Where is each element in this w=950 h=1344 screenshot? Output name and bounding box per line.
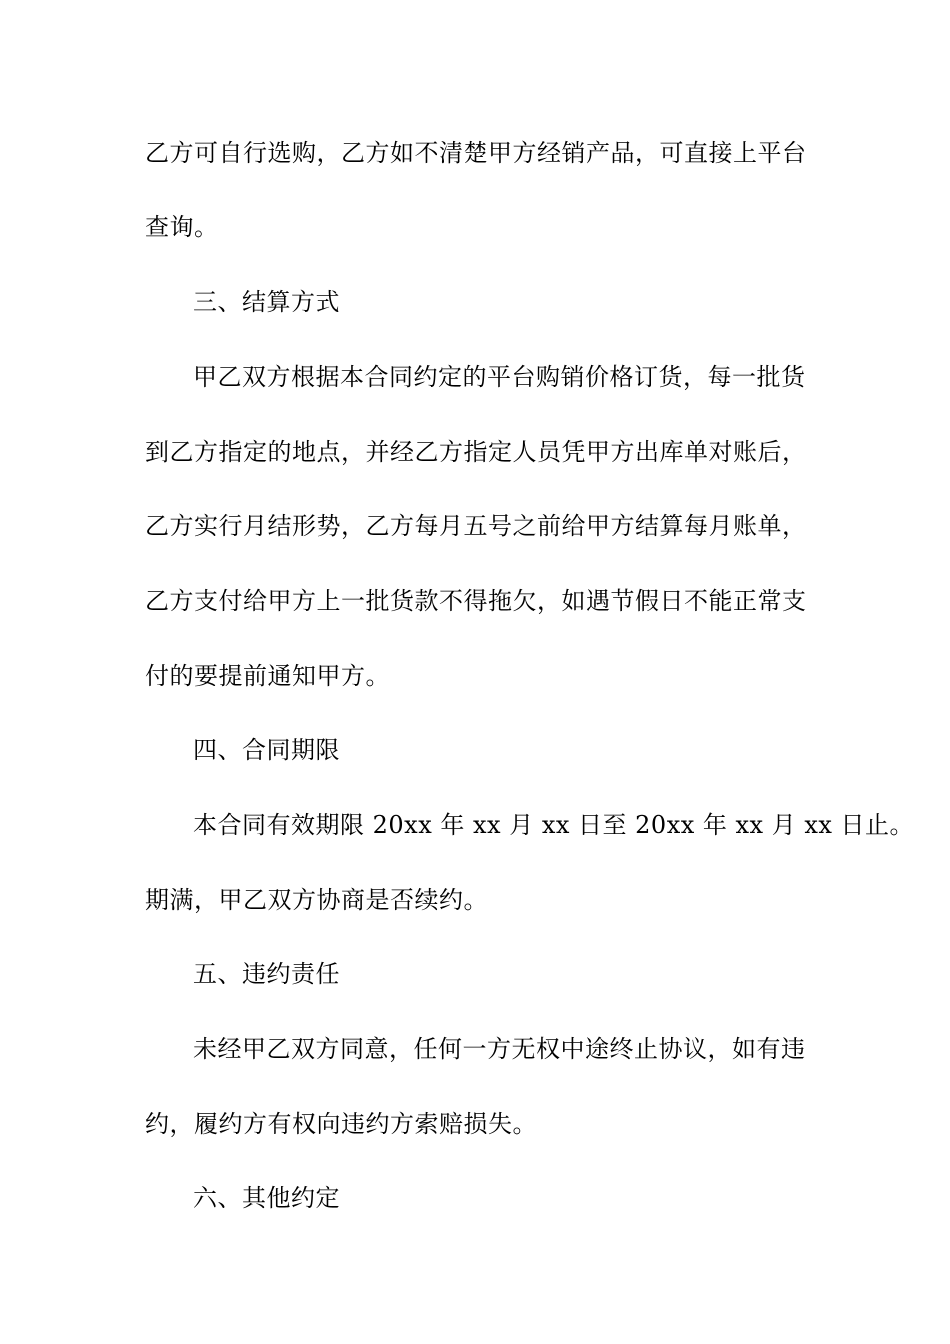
section-heading-other-terms: 六、其他约定 xyxy=(193,1184,340,1212)
body-line: 查询。 xyxy=(145,213,219,241)
section-heading-contract-term: 四、合同期限 xyxy=(193,736,340,764)
body-line: 乙方可自行选购，乙方如不清楚甲方经销产品，可直接上平台 xyxy=(145,139,807,167)
section-heading-breach-liability: 五、违约责任 xyxy=(193,960,340,988)
body-line: 乙方支付给甲方上一批货款不得拖欠，如遇节假日不能正常支 xyxy=(145,587,807,615)
body-line: 乙方实行月结形势，乙方每月五号之前给甲方结算每月账单， xyxy=(145,512,807,540)
body-line: 到乙方指定的地点，并经乙方指定人员凭甲方出库单对账后， xyxy=(145,438,807,466)
body-line: 期满，甲乙双方协商是否续约。 xyxy=(145,886,488,914)
body-line: 约，履约方有权向违约方索赔损失。 xyxy=(145,1110,537,1138)
section-heading-settlement: 三、结算方式 xyxy=(193,288,340,316)
body-line: 甲乙双方根据本合同约定的平台购销价格订货，每一批货 xyxy=(193,363,806,391)
body-line: 付的要提前通知甲方。 xyxy=(145,662,390,690)
body-line: 本合同有效期限 20xx 年 xx 月 xx 日至 20xx 年 xx 月 xx 日止。 xyxy=(193,811,915,839)
body-line: 未经甲乙双方同意，任何一方无权中途终止协议，如有违 xyxy=(193,1035,806,1063)
